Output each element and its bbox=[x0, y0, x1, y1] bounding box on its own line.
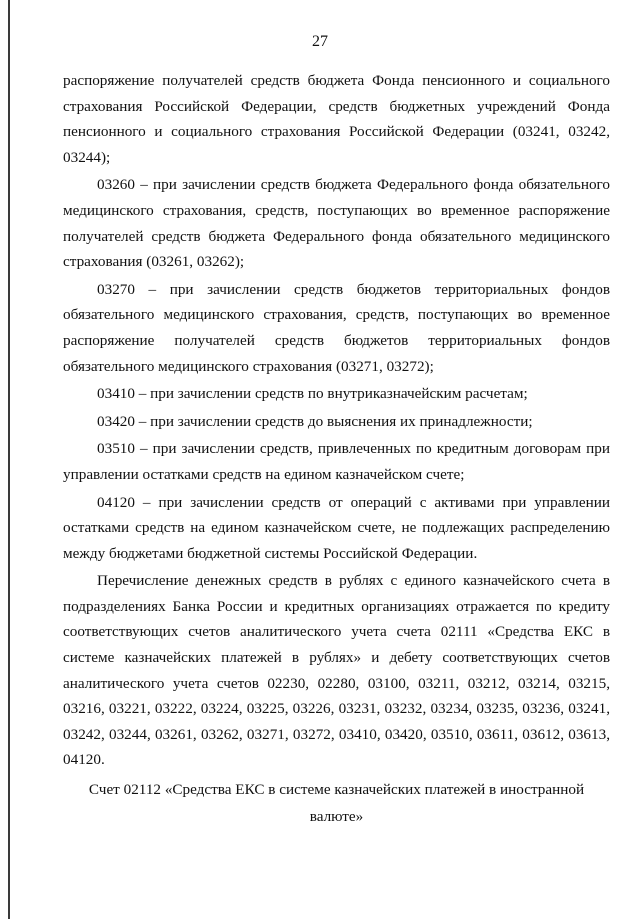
paragraph-04120: 04120 – при зачислении средств от операций с активами при управлении остатками средств на едином казначейском счете, не подлежащих распределению между бюджетами бюджетной системы Российской Федерации. bbox=[63, 493, 610, 562]
paragraph-03420: 03420 – при зачислении средств до выяснения их принадлежности; bbox=[97, 412, 533, 430]
paragraph-transfer-rules: Перечисление денежных средств в рублях с единого казначейского счета в подразделениях Банка России и кредитных организациях отражается по кредиту соответствующих счетов аналитического учета счета 02111 «Средства ЕКС в системе казначейских платежей в рублях» и дебету соответствующих счетов аналитического учета счетов 02230, 02280, 03100, 03211, 03212, 03214, 03215, 03216, 03221, 03222, 03224, 03225, 03226, 03231, 03232, 03234, 03235, 03236, 03241, 03242, 03244, 03261, 03262, 03271, 03272, 03410, 03420, 03510, 03611, 03612, 03613, 04120. bbox=[63, 572, 610, 769]
paragraph-03510: 03510 – при зачислении средств, привлеченных по кредитным договорам при управлении остатками средств на едином казначейском счете; bbox=[63, 440, 610, 483]
page-number: 27 bbox=[312, 33, 328, 50]
paragraph-03260: 03260 – при зачислении средств бюджета Федерального фонда обязательного медицинского страхования, средств, поступающих во временное распоряжение получателей средств бюджета Федерального фонда обязательного медицинского страхования (03261, 03262); bbox=[63, 176, 610, 271]
paragraph-03270: 03270 – при зачислении средств бюджетов территориальных фондов обязательного медицинского страхования, средств, поступающих во временное распоряжение получателей средств бюджетов территориальных фондов обязательного медицинского страхования (03271, 03272); bbox=[63, 280, 610, 375]
paragraph-03410: 03410 – при зачислении средств по внутриказначейским расчетам; bbox=[97, 385, 528, 403]
paragraph-continuation: распоряжение получателей средств бюджета Фонда пенсионного и социального страхования Российской Федерации, средств бюджетных учреждений Фонда пенсионного и социального страхования Российской Федерации (03241, 03242, 03244); bbox=[63, 72, 610, 166]
scan-edge-line bbox=[8, 0, 10, 919]
section-heading: Счет 02112 «Средства ЕКС в системе казначейских платежей в иностранной валюте» bbox=[88, 781, 585, 825]
document-body bbox=[63, 68, 610, 775]
